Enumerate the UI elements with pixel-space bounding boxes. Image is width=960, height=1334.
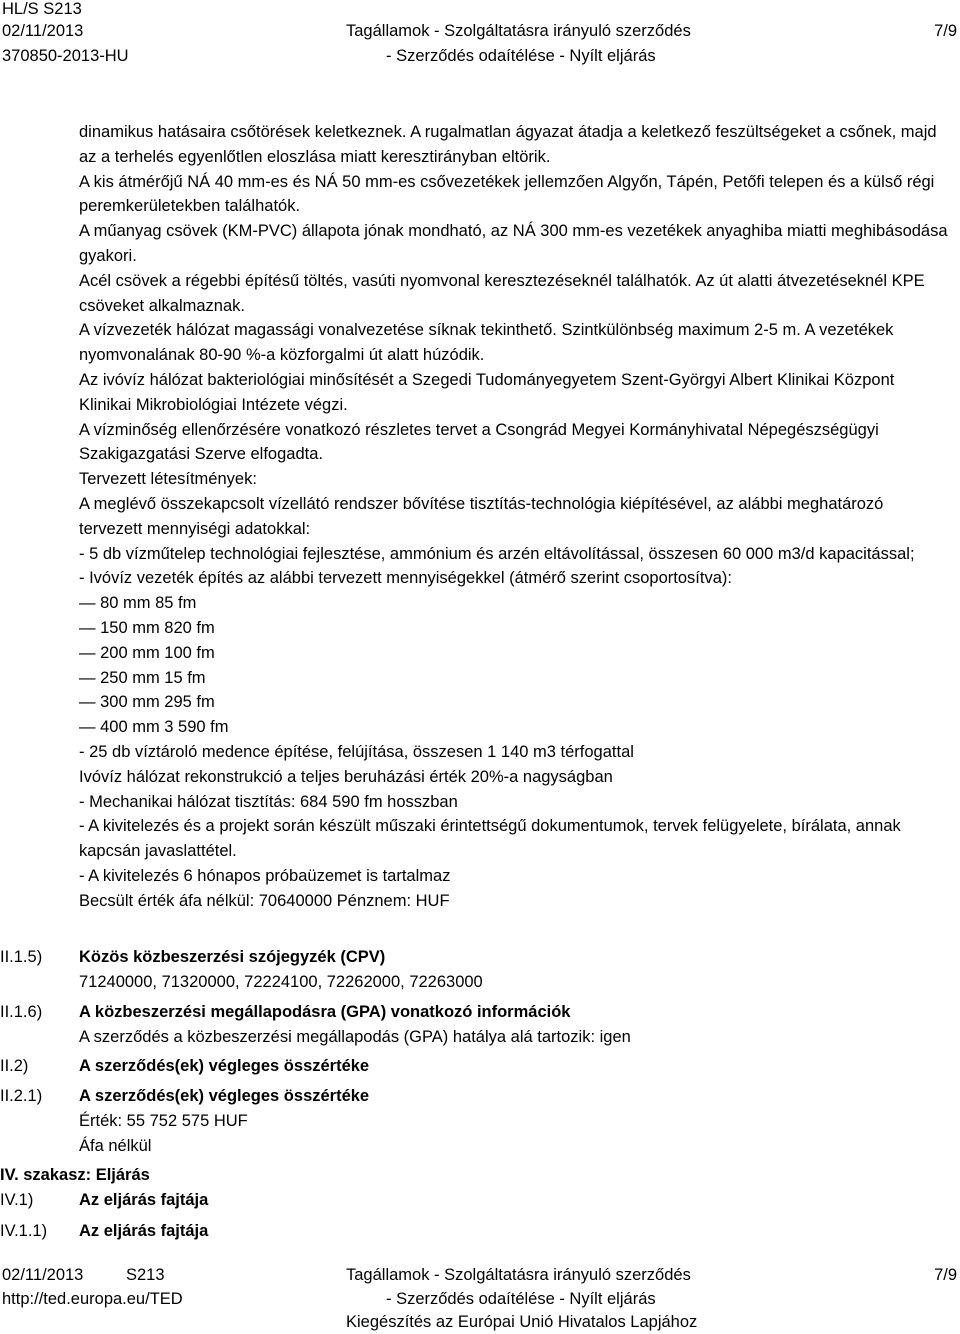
em-dash: — [79, 618, 96, 637]
paragraph: - A kivitelezés és a projekt során készült műszaki érintettségű dokumentumok, tervek felügyelete, bírálata, annak kapcsán javaslattétel. [79, 817, 901, 861]
em-dash: — [79, 668, 96, 687]
paragraph: A vízvezeték hálózat magassági vonalvezetése síknak tekinthető. Szintkülönbség maximum 2-5 m. A vezetékek nyomvonalának 80-90 %-a közforgalmi út alatt húzódik. [79, 321, 894, 365]
footer-title-line2: - Szerződés odaítélése - Nyílt eljárás [386, 1290, 656, 1308]
pipe-item: — 400 mm 3 590 fm [79, 718, 229, 737]
section-number: II.2.1) [0, 1087, 43, 1105]
pipe-item: — 250 mm 15 fm [79, 668, 206, 687]
section-title: Az eljárás fajtája [79, 1222, 209, 1240]
paragraph: - Mechanikai hálózat tisztítás: 684 590 fm hosszban [79, 792, 458, 811]
section-title: A közbeszerzési megállapodásra (GPA) vonatkozó információk [79, 1003, 571, 1021]
pipe-item: — 150 mm 820 fm [79, 618, 215, 637]
footer-code: S213 [126, 1266, 165, 1284]
footer-date: 02/11/2013 [2, 1266, 84, 1284]
cpv-codes: 71240000, 71320000, 72224100, 72262000, 72263000 [79, 973, 483, 991]
footer-page-number: 7/9 [934, 1266, 957, 1284]
paragraph: - 5 db vízműtelep technológiai fejlesztése, ammónium és arzén eltávolítással, összesen 60 000 m3/d kapacitással; [79, 544, 915, 563]
page-footer [0, 1262, 960, 1334]
estimated-value: Becsült érték áfa nélkül: 70640000 Pénznem: HUF [79, 891, 450, 910]
section-number: II.1.6) [0, 1003, 43, 1021]
header-date: 02/11/2013 [2, 22, 84, 40]
section-title: Közös közbeszerzési szójegyzék (CPV) [79, 948, 386, 966]
paragraph: - A kivitelezés 6 hónapos próbaüzemet is tartalmaz [79, 866, 451, 885]
paragraph: A kis átmérőjű NÁ 40 mm-es és NÁ 50 mm-es csővezetékek jellemzően Algyőn, Tápén, Petőfi telepen és a külső régi peremkerületekben találhatók. [79, 172, 935, 216]
section-title: Az eljárás fajtája [79, 1191, 209, 1209]
paragraph: Acél csövek a régebbi építésű töltés, vasúti nyomvonal keresztezéseknél találhatók. Az út alatti átvezetéseknél KPE csöveket alkalmaznak. [79, 271, 925, 315]
section-title: A szerződés(ek) végleges összértéke [79, 1057, 370, 1075]
part-title: IV. szakasz: Eljárás [0, 1166, 150, 1184]
paragraph: dinamikus hatásaira csőtörések keletkeznek. A rugalmatlan ágyazat átadja a keletkező feszültségeket a csőnek, majd az a terhelés egyenlőtlen eloszlása miatt keresztirányban eltörik. [79, 123, 937, 166]
paragraph: - Ivóvíz vezeték építés az alábbi tervezett mennyiségekkel (átmérő szerint csoportosítva): [79, 569, 732, 588]
paragraph: Az ivóvíz hálózat bakteriológiai minősítését a Szegedi Tudományegyetem Szent-Györgyi Albert Klinikai Központ Klinikai Mikrobiológiai Intézete végzi. [79, 370, 895, 414]
section-number: IV.1.1) [0, 1222, 48, 1240]
notice-id: 370850-2013-HU [2, 47, 129, 65]
paragraph: A vízminőség ellenőrzésére vonatkozó részletes tervet a Csongrád Megyei Kormányhivatal Népegészségügyi Szakigazgatási Szerve elfogadta. [79, 420, 879, 464]
vat-note: Áfa nélkül [79, 1137, 152, 1155]
paragraph: Ivóvíz hálózat rekonstrukció a teljes beruházási érték 20%-a nagyságban [79, 767, 613, 786]
header-page-number: 7/9 [934, 22, 957, 40]
paragraph: Tervezett létesítmények: [79, 470, 257, 489]
header-title-line1: Tagállamok - Szolgáltatásra irányuló szerződés [346, 22, 691, 40]
em-dash: — [79, 693, 96, 712]
doc-code: HL/S S213 [2, 0, 82, 18]
page-header [0, 0, 960, 70]
pipe-item: — 200 mm 100 fm [79, 643, 215, 662]
section-number: II.2) [0, 1057, 29, 1075]
section-number: IV.1) [0, 1191, 34, 1209]
gpa-value: A szerződés a közbeszerzési megállapodás (GPA) hatálya alá tartozik: igen [79, 1028, 631, 1046]
footer-publisher: Kiegészítés az Európai Unió Hivatalos Lapjához [346, 1313, 698, 1331]
section-title: A szerződés(ek) végleges összértéke [79, 1087, 370, 1105]
paragraph: - 25 db víztároló medence építése, felújítása, összesen 1 140 m3 térfogattal [79, 742, 634, 761]
paragraph: A műanyag csövek (KM-PVC) állapota jónak mondható, az NÁ 300 mm-es vezetékek anyaghiba miatti meghibásodása gyakori. [79, 222, 948, 265]
pipe-item: — 300 mm 295 fm [79, 693, 215, 712]
footer-url-link[interactable]: http://ted.europa.eu/TED [2, 1290, 183, 1308]
main-text [79, 120, 949, 914]
header-title-line2: - Szerződés odaítélése - Nyílt eljárás [386, 47, 656, 65]
pipe-item: — 80 mm 85 fm [79, 594, 197, 613]
em-dash: — [79, 718, 96, 737]
section-number: II.1.5) [0, 948, 43, 966]
em-dash: — [79, 643, 96, 662]
em-dash: — [79, 594, 96, 613]
footer-title-line1: Tagállamok - Szolgáltatásra irányuló szerződés [346, 1266, 691, 1284]
total-value: Érték: 55 752 575 HUF [79, 1112, 248, 1130]
paragraph: A meglévő összekapcsolt vízellátó rendszer bővítése tisztítás-technológia kiépítésével, az alábbi meghatározó tervezett mennyiségi adatokkal: [79, 494, 884, 538]
